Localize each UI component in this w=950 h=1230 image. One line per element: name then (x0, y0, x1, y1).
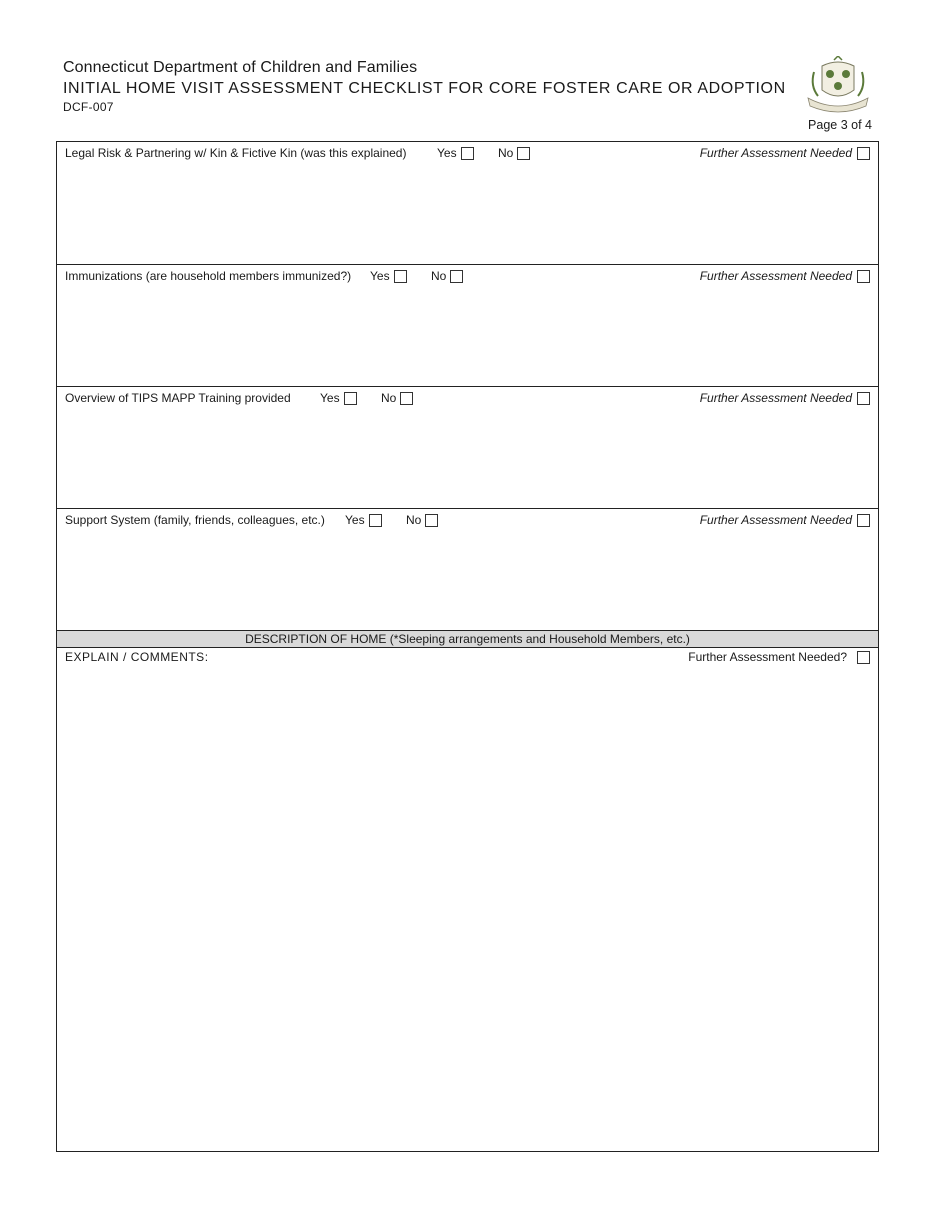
yes-checkbox[interactable] (344, 392, 357, 405)
assessment-form (56, 141, 879, 1152)
description-of-home-banner: DESCRIPTION OF HOME (*Sleeping arrangements and Household Members, etc.) (57, 630, 878, 648)
no-label: No (498, 146, 514, 160)
yes-label: Yes (437, 146, 457, 160)
section-immunizations (57, 265, 878, 387)
form-id: DCF-007 (63, 100, 114, 114)
further-assessment-label: Further Assessment Needed (699, 146, 852, 160)
section-tips-mapp-training (57, 387, 878, 509)
no-label: No (406, 513, 422, 527)
agency-name: Connecticut Department of Children and Families (63, 59, 418, 76)
further-assessment-checkbox[interactable] (857, 392, 870, 405)
explain-comments-label: EXPLAIN / COMMENTS: (65, 650, 209, 664)
no-checkbox[interactable] (517, 147, 530, 160)
section-label: Support System (family, friends, colleagues, etc.) (65, 513, 325, 527)
section-legal-risk (57, 142, 878, 265)
yes-label: Yes (320, 391, 340, 405)
form-title: INITIAL HOME VISIT ASSESSMENT CHECKLIST FOR CORE FOSTER CARE OR ADOPTION (63, 80, 786, 97)
further-assessment-label: Further Assessment Needed? (688, 650, 847, 664)
form-header (63, 58, 786, 115)
no-label: No (431, 269, 447, 283)
section-label: Legal Risk & Partnering w/ Kin & Fictive Kin (was this explained) (65, 146, 407, 160)
state-seal-icon (804, 56, 872, 118)
further-assessment-checkbox[interactable] (857, 651, 870, 664)
section-label: Overview of TIPS MAPP Training provided (65, 391, 291, 405)
yes-label: Yes (345, 513, 365, 527)
yes-checkbox[interactable] (394, 270, 407, 283)
no-checkbox[interactable] (450, 270, 463, 283)
further-assessment-checkbox[interactable] (857, 514, 870, 527)
yes-label: Yes (370, 269, 390, 283)
no-label: No (381, 391, 397, 405)
section-support-system (57, 509, 878, 630)
no-checkbox[interactable] (400, 392, 413, 405)
further-assessment-checkbox[interactable] (857, 147, 870, 160)
page-number: Page 3 of 4 (808, 118, 872, 132)
section-label: Immunizations (are household members immunized?) (65, 269, 352, 283)
further-assessment-checkbox[interactable] (857, 270, 870, 283)
no-checkbox[interactable] (425, 514, 438, 527)
yes-checkbox[interactable] (461, 147, 474, 160)
yes-checkbox[interactable] (369, 514, 382, 527)
further-assessment-label: Further Assessment Needed (699, 269, 852, 283)
further-assessment-label: Further Assessment Needed (699, 513, 852, 527)
further-assessment-label: Further Assessment Needed (699, 391, 852, 405)
